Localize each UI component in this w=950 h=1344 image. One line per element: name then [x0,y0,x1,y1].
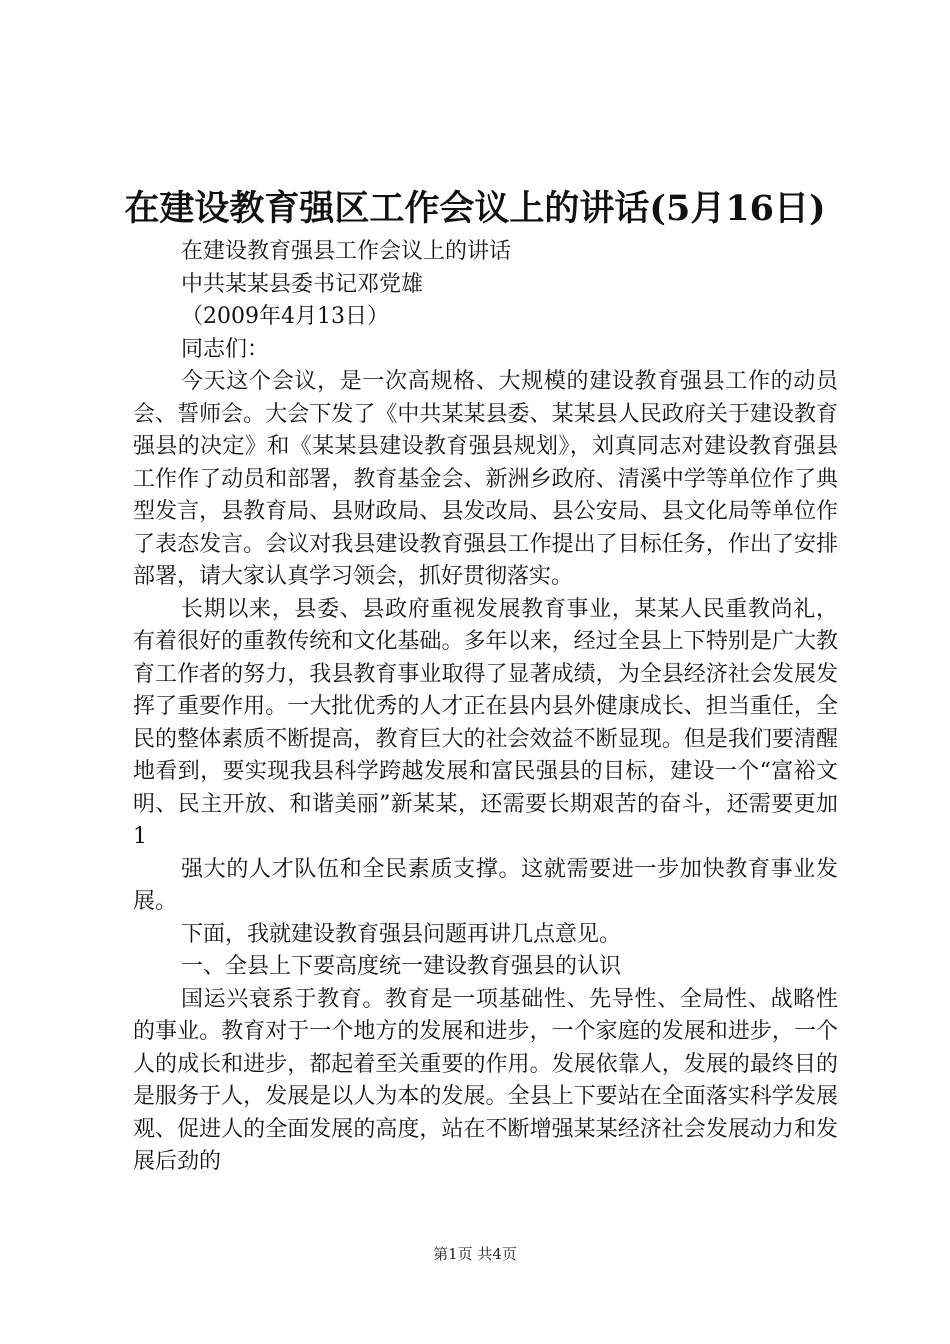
body-paragraph: 下面，我就建设教育强县问题再讲几点意见。 [181,921,622,947]
document-title: 在建设教育强区工作会议上的讲话(5月16日) [124,188,826,229]
speech-subtitle: 在建设教育强县工作会议上的讲话 [181,239,512,264]
body-paragraph: 国运兴衰系于教育。教育是一项基础性、先导性、全局性、战略性的事业。教育对于一个地方的发展和进步，一个家庭的发展和进步，一个人的成长和进步，都起着至关重要的作用。发展依靠人，发展的最终目的是服务于人，发展是以人为本的发展。全县上下要站在全面落实科学发展观、促进人的全面发展的高度，站在不断增强某某经济社会发展动力和发展后劲的 [133,986,838,1174]
body-paragraph: 强大的人才队伍和全民素质支撑。这就需要进一步加快教育事业发展。 [133,856,838,914]
salutation: 同志们： [181,336,270,362]
body-paragraph: 今天这个会议，是一次高规格、大规模的建设教育强县工作的动员会、誓师会。大会下发了《中共某某县委、某某县人民政府关于建设教育强县的决定》和《某某县建设教育强县规划》，刘真同志对建设教育强县工作作了动员和部署，教育基金会、新洲乡政府、清溪中学等单位作了典型发言，县教育局、县财政局、县发改局、县公安局、县文化局等单位作了表态发言。会议对我县建设教育强县工作提出了目标任务，作出了安排部署，请大家认真学习领会，抓好贯彻落实。 [133,369,838,589]
body-paragraph: 长期以来，县委、县政府重视发展教育事业，某某人民重教尚礼，有着很好的重教传统和文化基础。多年以来，经过全县上下特别是广大教育工作者的努力，我县教育事业取得了显著成绩，为全县经济社会发展发挥了重要作用。一大批优秀的人才正在县内县外健康成长、担当重任，全民的整体素质不断提高，教育巨大的社会效益不断显现。但是我们要清醒地看到，要实现我县科学跨越发展和富民强县的目标，建设一个“富裕文明、民主开放、和谐美丽”新某某，还需要长期艰苦的奋斗，还需要更加1 [133,596,838,849]
page-footer: 第1页 共4页 [433,1245,517,1263]
speech-date: （2009年4月13日） [181,304,389,329]
section-heading: 一、全县上下要高度统一建设教育强县的认识 [181,954,622,979]
speaker-line: 中共某某县委书记邓党雄 [181,271,424,297]
document-body [133,236,838,1179]
